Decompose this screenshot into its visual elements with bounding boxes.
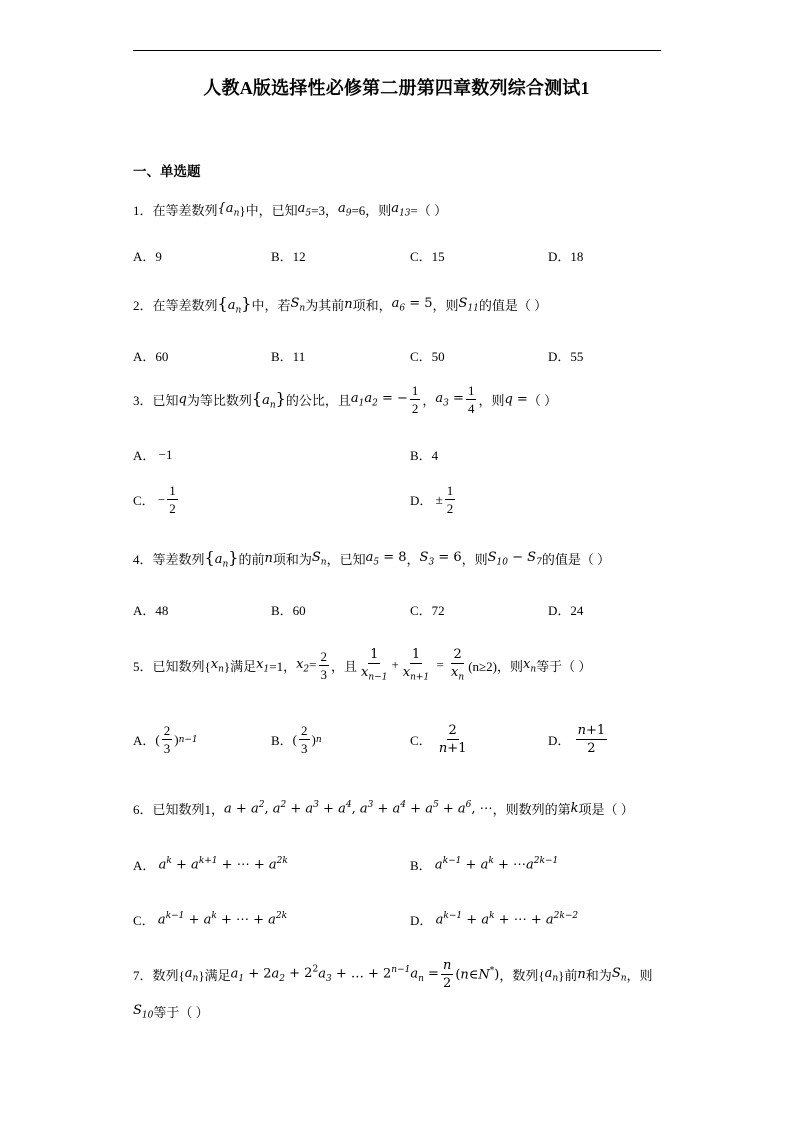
- q2-text-d: 项和，: [352, 298, 392, 314]
- q3-option-c-num: 1: [169, 483, 176, 498]
- q7-n-math: n: [577, 967, 586, 982]
- q4-s3-math: $S_3 = 6$: [419, 550, 462, 568]
- q6-text-c: 项是（ ）: [578, 802, 634, 817]
- q1-a9-base: a: [337, 200, 346, 216]
- q3-option-c[interactable]: C． − $\frac{1}{2}$: [133, 483, 176, 516]
- q2-option-c[interactable]: C．50: [410, 349, 445, 364]
- q2-text-c: 为其前: [305, 298, 345, 314]
- q5-xn2-math: $x_n$: [522, 656, 537, 675]
- q1-a5-sub: 5: [305, 208, 312, 219]
- q1-a5-base: a: [297, 200, 306, 216]
- q3-frac-quarter-den: 4: [467, 401, 475, 416]
- q4-number: 4．: [133, 552, 153, 568]
- q6-option-c-math: $a^{k-1} + a^k$ + ⋯ + $a^{2k}$: [157, 911, 288, 928]
- q5-option-d[interactable]: [548, 724, 609, 755]
- q2-a6-math: $a_6 = 5$: [391, 296, 433, 314]
- q7-line2-text: 等于（ ）: [153, 1005, 209, 1020]
- q7-an2-math: $a_n$: [544, 965, 559, 984]
- q3-text-e: ，则: [478, 393, 505, 408]
- q7-sn-math: $S_n$: [611, 965, 627, 984]
- q1-text-a: 在等差数列: [152, 203, 218, 218]
- q5-option-b[interactable]: B． ( $\frac{2}{3}$ ) n: [271, 723, 322, 756]
- q5-xn-math: $x_n$: [210, 656, 224, 675]
- question-6: [133, 799, 634, 818]
- document-title: 人教A版选择性必修第二册第四章数列综合测试1: [203, 78, 590, 98]
- q5-frac-23: $\frac{2}{3}$: [320, 648, 327, 682]
- question-5: 5． 已知数列{ $x_n$ }满足 $x_1$ =1， $x_2$ = $\frac{2}{3}$ ，且 $\frac{1}{x_{n-1}}$ + $\frac{1}{x_{n+1}}$ = $\frac{2}{x_n}$ (n≥2)，则 $x_n$ 等于（ ）: [133, 647, 592, 683]
- q7-s10-math: [133, 1003, 153, 1021]
- question-7: [133, 959, 653, 990]
- q3-option-d-num: 1: [446, 483, 454, 498]
- q6-number: 6．: [133, 802, 153, 817]
- q6-option-c-label: C．: [133, 913, 155, 928]
- q7-sum-math: $a_1 + 2a_2 + 2^2a_3$ + … + $2^{n-1}a_n$ =: [230, 965, 439, 984]
- q2-text-a: 在等差数列: [152, 298, 218, 314]
- q1-seq-base: {a: [217, 200, 234, 216]
- q6-terms-math: $a + a^2$, $a^2 + a^3 + a^4$, $a^3 + a^4 + a^5 + a^6$, ⋯: [224, 800, 493, 817]
- q6-option-a-label: A．: [133, 858, 156, 873]
- q3-frac-half-num: 1: [411, 383, 419, 398]
- q1-option-b[interactable]: B．12: [271, 249, 306, 264]
- q1-option-c[interactable]: C．15: [410, 249, 445, 264]
- q7-text-d: }前: [558, 968, 578, 983]
- q4-text-f: ，则: [461, 552, 488, 568]
- q5-option-a-label: A．: [133, 733, 156, 748]
- q4-sn-math: $S_n$: [311, 550, 327, 568]
- q3-text-b: 为等比数列: [186, 393, 252, 408]
- q5-number: 5．: [133, 658, 153, 674]
- q6-option-b[interactable]: [410, 855, 558, 874]
- q7-s10-sub: 10: [141, 1010, 154, 1021]
- q7-text-a: 数列{: [152, 968, 185, 983]
- q3-option-c-den: 2: [169, 501, 176, 516]
- q4-text-b: 的前: [238, 552, 265, 568]
- q2-option-d[interactable]: D．55: [548, 349, 584, 364]
- q3-option-b[interactable]: B．4: [410, 448, 439, 463]
- q5-text-b: }满足: [223, 658, 257, 674]
- q5-frac-xn+1: $\frac{1}{x_{n+1}}$: [402, 647, 430, 683]
- q7-text-f: ，则: [626, 968, 653, 983]
- q3-option-c-frac: [167, 484, 178, 515]
- q3-text-f: （ ）: [527, 393, 558, 408]
- q5-text-d: =: [309, 657, 317, 673]
- q7-s10-base: S: [133, 1002, 142, 1018]
- q6-text-b: ，则数列的第: [492, 802, 571, 817]
- q1-a5: [298, 201, 312, 219]
- q6-option-b-math: $a^{k-1} + a^k$ + $\cdots a^{2k-1}$: [434, 856, 559, 873]
- q1-tail: =（ ）: [410, 203, 448, 218]
- q5-option-b-label: B．: [271, 733, 293, 748]
- q7-number: 7．: [133, 968, 153, 983]
- q3-q-math: q: [178, 392, 187, 407]
- q4-n-math: n: [264, 551, 273, 567]
- q3-text-c: 的公比，且: [285, 393, 351, 408]
- q3-option-d-den: 2: [446, 501, 454, 516]
- q1-number: 1．: [133, 203, 153, 218]
- q6-option-a[interactable]: [133, 855, 288, 874]
- q2-s11-math: $S_{11}$: [458, 296, 479, 314]
- q4-option-b[interactable]: B．60: [271, 603, 306, 618]
- section-heading: 一、单选题: [133, 164, 201, 179]
- q5-option-d-label: D．: [548, 733, 571, 748]
- q4-a5-math: $a_5 = 8$: [365, 550, 407, 568]
- q5-frac-2xn: $\frac{2}{x_n}$: [451, 647, 465, 683]
- q5-frac-xn-1: $\frac{1}{x_{n-1}}$: [361, 647, 388, 683]
- q4-diff-math: $S_{10} - S_7$: [487, 550, 542, 568]
- q4-option-d[interactable]: D．24: [548, 603, 584, 618]
- q5-option-a-frac: $\frac{2}{3}$: [163, 723, 171, 756]
- q3-qeq-math: q =: [504, 392, 528, 407]
- q3-frac-quarter: [466, 384, 477, 415]
- q4-text-c: 项和为: [272, 552, 312, 568]
- question-3: [133, 384, 557, 415]
- q3-number: 3．: [133, 393, 153, 408]
- q7-text-b: }满足: [198, 968, 231, 983]
- q5-option-a[interactable]: A． ( $\frac{2}{3}$ ) n−1: [133, 723, 198, 756]
- q2-option-b[interactable]: B．11: [271, 349, 306, 364]
- q5-option-b-frac: $\frac{2}{3}$: [301, 723, 308, 756]
- q3-option-d-label: D．: [410, 493, 433, 508]
- q1-a9-sub: 9: [345, 208, 352, 219]
- q5-text-g: 等于（ ）: [536, 658, 592, 674]
- q3-option-c-label: C．: [133, 493, 155, 508]
- q1-a13-base: a: [391, 200, 400, 216]
- q4-text-a: 等差数列: [152, 552, 205, 568]
- q2-seq-math: $\{a_n\}$: [217, 294, 252, 316]
- q3-frac-half-den: 2: [411, 401, 419, 416]
- q1-seq-sub: n: [233, 208, 240, 219]
- q7-text-e: 和为: [585, 968, 612, 983]
- q5-text-a: 已知数列{: [152, 658, 211, 674]
- q1-a13-sub: 13: [399, 208, 411, 219]
- question-2: [133, 294, 547, 316]
- q5-option-d-frac: $\frac{n+1}{2}$: [577, 723, 606, 756]
- q3-a3-math: $a_3$ =: [435, 390, 464, 409]
- q7-text-c: ，数列{: [499, 968, 545, 983]
- q5-option-c-frac: $\frac{2}{n+1}$: [438, 723, 467, 756]
- q1-seq: [218, 201, 240, 219]
- q1-eq2: =6，则: [351, 203, 392, 218]
- q2-text-b: 中，若: [251, 298, 291, 314]
- q3-seq-math: $\{a_n\}$: [251, 388, 286, 411]
- q6-option-a-math: $a^k + a^{k+1}$ + ⋯ + $a^{2k}$: [158, 856, 288, 873]
- q2-option-a[interactable]: A．60: [133, 349, 169, 364]
- q2-n-math: n: [344, 297, 353, 313]
- q1-eq1: =3，: [311, 203, 338, 218]
- q3-text-a: 已知: [152, 393, 179, 408]
- q3-frac-half: [410, 384, 421, 415]
- q1-option-a[interactable]: A．9: [133, 249, 162, 264]
- q7-domain-math: (n∈N*): [455, 966, 500, 983]
- q4-text-g: 的值是（ ）: [541, 552, 611, 568]
- q6-option-b-label: B．: [410, 858, 432, 873]
- q5-text-e: ，且: [331, 658, 358, 674]
- header-rule: [133, 50, 661, 51]
- q4-option-c[interactable]: C．72: [410, 603, 445, 618]
- q5-option-c[interactable]: [410, 724, 470, 755]
- q3-option-a-label: A．: [133, 448, 156, 463]
- q3-a1a2-math: $a_1a_2$ = −: [350, 390, 408, 409]
- q2-text-e: ，则: [432, 298, 459, 314]
- q7-frac-n2: $\frac{n}{2}$: [442, 958, 452, 991]
- q6-option-d[interactable]: [410, 910, 578, 929]
- q6-k-math: k: [570, 801, 579, 816]
- q3-option-d-frac: [445, 484, 456, 515]
- q6-option-c[interactable]: [133, 910, 287, 929]
- q1-a9: [338, 201, 352, 219]
- q3-text-d: ，: [422, 393, 436, 408]
- q5-text-f: (n≥2)，则: [468, 658, 523, 674]
- question-4: [133, 548, 610, 570]
- q6-option-d-math: $a^{k-1} + a^k$ + ⋯ + $a^{2k-2}$: [435, 911, 579, 928]
- q3-option-d[interactable]: D． ± $\frac{1}{2}$: [410, 483, 454, 516]
- q5-text-c: =1，: [269, 658, 297, 674]
- q6-text-a: 已知数列1，: [152, 802, 225, 817]
- question-7-line-2: [133, 1002, 209, 1021]
- q5-option-c-label: C．: [410, 733, 432, 748]
- q5-x1-math: $x_1$: [256, 656, 270, 675]
- q6-option-d-label: D．: [410, 913, 433, 928]
- q3-option-a[interactable]: [133, 445, 172, 464]
- q4-text-d: ，已知: [326, 552, 366, 568]
- q1-text-b: }中，已知: [239, 203, 298, 218]
- q3-option-a-value: −1: [158, 446, 173, 462]
- q2-number: 2．: [133, 298, 153, 314]
- q1-option-d[interactable]: D．18: [548, 249, 584, 264]
- q5-x2-math: $x_2$: [296, 656, 310, 675]
- q7-an-math: $a_n$: [184, 965, 199, 984]
- q1-a13: [391, 201, 410, 219]
- q4-seq-math: $\{a_n\}$: [204, 548, 239, 570]
- q4-text-e: ，: [406, 552, 420, 568]
- q4-option-a[interactable]: A．48: [133, 603, 169, 618]
- q2-text-f: 的值是（ ）: [478, 298, 548, 314]
- question-1: [133, 200, 447, 219]
- q2-sn-math: $S_n$: [290, 296, 306, 314]
- q3-frac-quarter-num: 1: [467, 383, 475, 398]
